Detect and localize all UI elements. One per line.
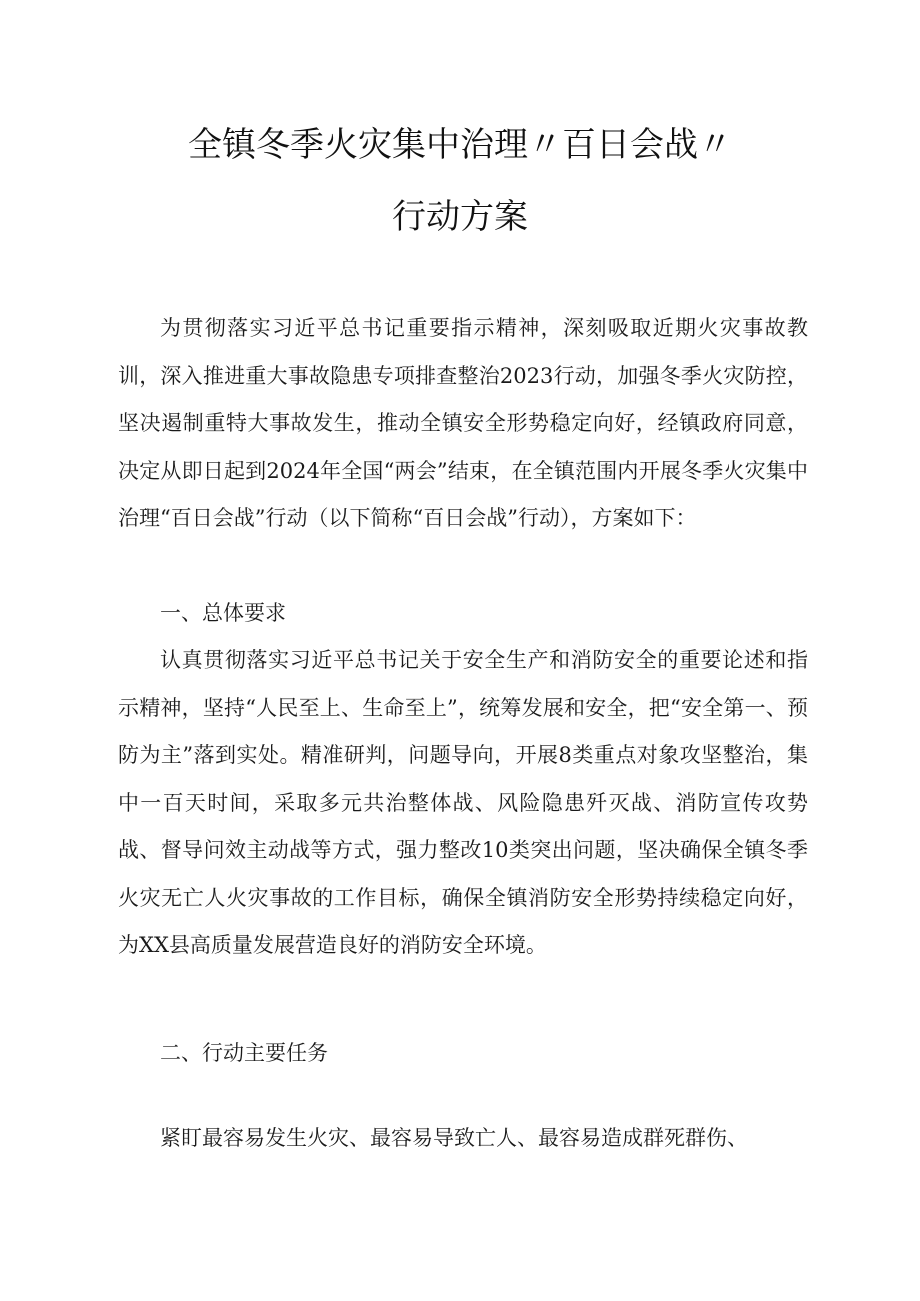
document-title-line1: 全镇冬季火灾集中治理〃百日会战〃 xyxy=(188,125,732,165)
main-tasks-paragraph: 紧盯最容易发生火灾、最容易导致亡人、最容易造成群死群伤、 xyxy=(160,1126,748,1150)
general-requirements-paragraph: 认真贯彻落实习近平总书记关于安全生产和消防安全的重要论述和指示精神，坚持“人民至上、生命至上”，统筹发展和安全，把“安全第一、预防为主”落到实处。精准研判，问题导向，开展8类重点对象攻坚整治，集中一百天时间，采取多元共治整体战、风险隐患歼灭战、消防宣传攻势战、督导问效主动战等方式，强力整改10类突出问题，坚决确保全镇冬季火灾无亡人火灾事故的工作目标，确保全镇消防安全形势持续稳定向好，为XX县高质量发展营造良好的消防安全环境。 xyxy=(118,648,808,957)
document-title-line2: 行动方案 xyxy=(392,197,528,237)
intro-paragraph: 为贯彻落实习近平总书记重要指示精神，深刻吸取近期火灾事故教训，深入推进重大事故隐患专项排查整治2023行动，加强冬季火灾防控，坚决遏制重特大事故发生，推动全镇安全形势稳定向好，经镇政府同意，决定从即日起到2024年全国“两会”结束，在全镇范围内开展冬季火灾集中治理“百日会战”行动（以下简称“百日会战”行动），方案如下： xyxy=(118,316,808,530)
section-heading-general-requirements: 一、总体要求 xyxy=(160,601,286,625)
section-heading-main-tasks: 二、行动主要任务 xyxy=(160,1041,328,1065)
